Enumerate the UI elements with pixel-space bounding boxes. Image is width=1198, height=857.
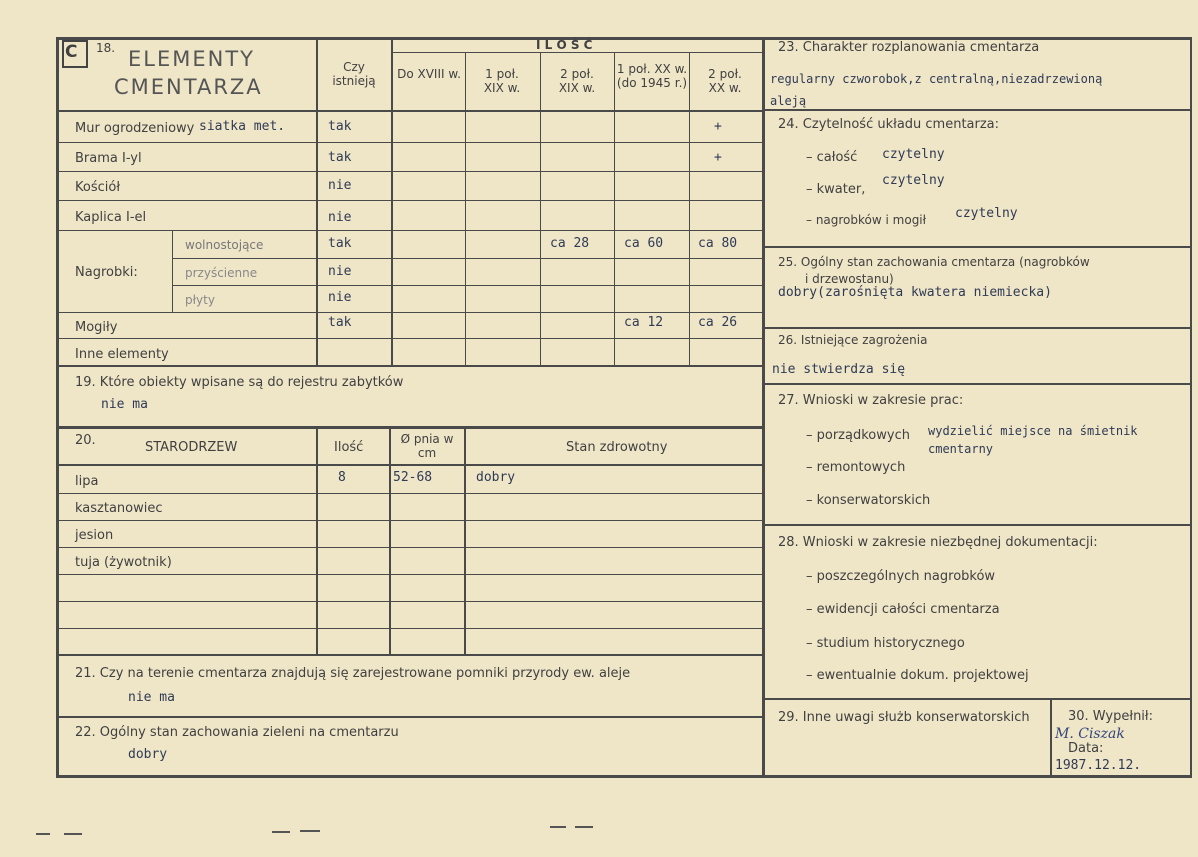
bottom-dash-1 <box>36 833 50 835</box>
s21-label: 21. Czy na terenie cmentarza znajdują się zarejestrowane pomniki przyrody ew. aleje <box>75 666 631 681</box>
page-title-line1: ELEMENTY <box>128 47 255 71</box>
s26-value: nie stwierdza się <box>772 362 906 377</box>
ilosc-label: I L O Ś Ć <box>536 38 593 52</box>
tree-row-tuja: tuja (żywotnik) <box>75 555 172 570</box>
col-1pol-xx: 1 poł. XX w. (do 1945 r.) <box>616 62 688 90</box>
s27-item-porzadkowych: – porządkowych <box>806 428 910 443</box>
s25-label-line2: i drzewostanu) <box>805 272 894 286</box>
s30-date: 1987.12.12. <box>1055 758 1142 773</box>
page-title-line2: CMENTARZA <box>114 75 263 99</box>
s24-item-nagrobkow: – nagrobków i mogił <box>806 213 927 227</box>
s27-label: 27. Wnioski w zakresie prac: <box>778 393 964 408</box>
s24-label: 24. Czytelność układu cmentarza: <box>778 117 1000 132</box>
s25-label-line1: 25. Ogólny stan zachowania cmentarza (nagrobków <box>778 255 1090 269</box>
s22-label: 22. Ogólny stan zachowania zieleni na cmentarzu <box>75 725 399 740</box>
s23-value-line2: aleją <box>770 94 807 108</box>
s30-data-label: Data: <box>1068 741 1104 756</box>
s28-item-3: – studium historycznego <box>806 636 965 651</box>
bottom-dash-2 <box>64 833 82 835</box>
s20-col-stan: Stan zdrowotny <box>566 440 668 455</box>
section-letter: C <box>65 42 78 62</box>
s23-label: 23. Charakter rozplanowania cmentarza <box>778 40 1040 55</box>
s21-value: nie ma <box>128 690 175 705</box>
s20-col-ilosc: Ilość <box>334 440 364 455</box>
s28-item-1: – poszczególnych nagrobków <box>806 569 996 584</box>
col-do-xviii: Do XVIII w. <box>397 67 461 81</box>
s19-label: 19. Które obiekty wpisane są do rejestru zabytków <box>75 375 404 390</box>
s20-col-fi: Ø pnia w cm <box>400 432 454 460</box>
s26-label: 26. Istniejące zagrożenia <box>778 333 928 347</box>
s20-title: STARODRZEW <box>145 440 238 455</box>
s24-item-kwater: – kwater, <box>806 182 866 197</box>
s28-item-4: – ewentualnie dokum. projektowej <box>806 668 1029 683</box>
s28-label: 28. Wnioski w zakresie niezbędnej dokumentacji: <box>778 535 1098 550</box>
bottom-dash-4 <box>300 830 320 832</box>
col-1pol-xix: 1 poł. XIX w. <box>483 67 521 95</box>
s25-value: dobry(zarośnięta kwatera niemiecka) <box>778 285 1052 300</box>
s28-item-2: – ewidencji całości cmentarza <box>806 602 1000 617</box>
col-czy-istnieja: Czy istnieją <box>332 60 376 88</box>
s27-item-remontowych: – remontowych <box>806 460 906 475</box>
bottom-dash-3 <box>272 831 290 833</box>
col-2pol-xix: 2 poł. XIX w. <box>558 67 596 95</box>
col-2pol-xx: 2 poł. XX w. <box>708 67 742 95</box>
s23-value-line1: regularny czworobok,z centralną,niezadrzewioną <box>770 72 1103 86</box>
s27-item-konserwatorskich: – konserwatorskich <box>806 493 931 508</box>
s24-item-calosc: – całość <box>806 150 858 165</box>
s29-label: 29. Inne uwagi służb konserwatorskich <box>778 710 1030 725</box>
s19-value: nie ma <box>101 397 148 412</box>
bottom-dash-6 <box>575 826 593 828</box>
s30-label: 30. Wypełnił: <box>1068 709 1153 724</box>
s22-value: dobry <box>128 747 168 762</box>
section-number: 18. <box>96 41 116 55</box>
tree-row-jesion: jesion <box>75 528 114 543</box>
bottom-dash-5 <box>550 826 566 828</box>
s20-number: 20. <box>75 433 96 448</box>
signature: M. Ciszak <box>1055 726 1125 742</box>
tree-row-kasztanowiec: kasztanowiec <box>75 501 163 516</box>
